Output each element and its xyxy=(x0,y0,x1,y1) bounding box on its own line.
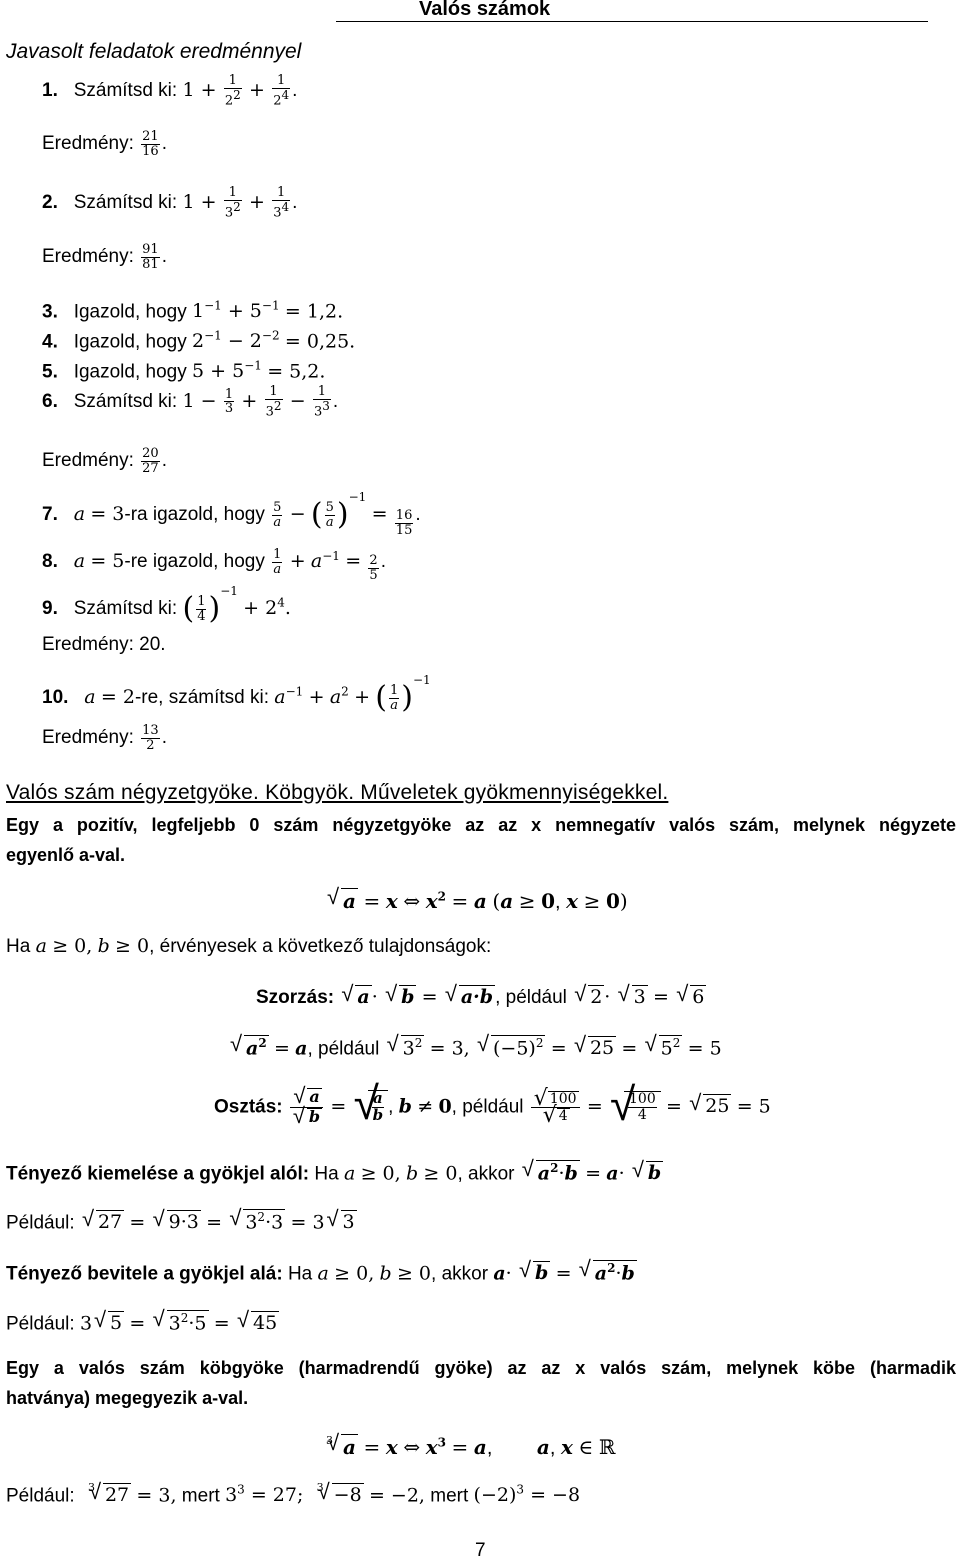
square-rule: √ $a^2 = a$, például √ $3^2 = 3$, √ $(-5)^2$ = √ 25 = √ $5^2 = 5$ xyxy=(228,1035,722,1060)
problem-5: 5. Igazold, hogy $5 + 5^{-1} = 5,2$. xyxy=(42,359,326,383)
conditions-line: Ha a ≥ 0, b ≥ 0, érvényesek a következő tulajdonságok: xyxy=(6,935,492,957)
cbrt-definition-formula: $^3$√ a = x ⇔ $x^3 = a$, a, x ∈ ℝ xyxy=(318,1434,615,1460)
result-2: Eredmény: $\frac{91}{81}$ . xyxy=(42,242,167,272)
problem-1: 1. Számítsd ki: 1 + $\frac{1}{2^2}$ + $\frac{1}{2^4}$ . xyxy=(42,73,298,108)
problem-3: 3. Igazold, hogy $1^{-1} + 5^{-1} = 1,2$. xyxy=(42,299,344,323)
problem-4: 4. Igazold, hogy $2^{-1} - 2^{-2} = 0,25$. xyxy=(42,329,356,353)
result-10: Eredmény: $\frac{13}{2}$ . xyxy=(42,723,167,753)
problem-8: 8. a = 5-re igazold, hogy $\frac{1}{a}$ + $a^{-1}$ = $\frac{2}{5}$ . xyxy=(42,547,386,583)
cbrt-definition-line2: hatványa) megegyezik a-val. xyxy=(6,1388,249,1408)
result-9: Eredmény: 20. xyxy=(42,634,166,655)
problem-6: 6. Számítsd ki: 1 − $\frac{1}{3}$ + $\frac{1}{3^2}$ − $\frac{1}{3^3}$ . xyxy=(42,384,339,419)
factor-extraction-example: Például: √ 27 = √ 9·3 = √ $3^2\cdot 3 = 3√$ 3 xyxy=(6,1209,357,1234)
factor-extraction-rule: Tényező kiemelése a gyökjel alól: Ha a ≥ 0, b ≥ 0, akkor √ $a^2\cdot b = a\cdot$ √ b xyxy=(6,1160,663,1185)
result-1: Eredmény: $\frac{21}{16}$ . xyxy=(42,129,167,159)
section-title: Javasolt feladatok eredménnyel xyxy=(6,40,302,63)
page-header-title: Valós számok xyxy=(419,0,551,20)
problem-10: 10. a = 2-re, számítsd ki: $a^{-1} + a^2$ + ( $\frac{1}{a}$ )$^{-1}$ xyxy=(42,672,431,715)
sqrt-definition-formula: √ a = x ⇔ $x^2 = a$ (a ≥ 0, x ≥ 0) xyxy=(325,888,628,914)
division-rule: Osztás: √ a √ b = √ $\frac{a}{b}$ , b ≠ 0, például √ 100 √ 4 = √ $\frac{100}{4}$ = √ 25 = 5 xyxy=(214,1088,771,1127)
problem-7: 7. a = 3-ra igazold, hogy $\frac{5}{a}$ − ( $\frac{5}{a}$ )$^{-1}$ = $\frac{16}{15}$ . xyxy=(42,489,421,538)
problem-9: 9. Számítsd ki: ( $\frac{1}{4}$ )$^{-1} + 2^4$. xyxy=(42,583,291,626)
section-heading-roots: Valós szám négyzetgyöke. Köbgyök. Műveletek gyökmennyiségekkel. xyxy=(6,781,669,804)
cbrt-example: Például: $^3$√ 27 = 3, mert $3^3 = 27$; $^3$√ −8 = −2, mert $(-2)^3 = -8$ xyxy=(6,1483,580,1507)
factor-insertion-rule: Tényező bevitele a gyökjel alá: Ha a ≥ 0, b ≥ 0, akkor a· √ b = √ $a^2\cdot b$ xyxy=(6,1260,637,1285)
header-rule xyxy=(336,21,928,22)
problem-2: 2. Számítsd ki: 1 + $\frac{1}{3^2}$ + $\frac{1}{3^4}$ . xyxy=(42,185,298,220)
problem-number: 1. xyxy=(42,79,58,101)
cbrt-definition-line1: Egy a valós szám köbgyöke (harmadrendű gyöke) az az x valós szám, melynek köbe (harmadik xyxy=(6,1358,956,1378)
multiplication-rule: Szorzás: √ a · √ b = √ a·b , például √ 2 · √ 3 = √ 6 xyxy=(256,985,706,1009)
sqrt-definition-line1: Egy a pozitív, legfeljebb 0 szám négyzetgyöke az az x nemnegatív valós szám, melynek négyzete xyxy=(6,815,956,835)
sqrt-definition-line2: egyenlő a-val. xyxy=(6,845,126,865)
result-6: Eredmény: $\frac{20}{27}$ . xyxy=(42,446,167,476)
factor-insertion-example: Például: 3√ 5 = √ $3^2\cdot 5$ = √ 45 xyxy=(6,1310,279,1335)
page-number: 7 xyxy=(475,1540,486,1561)
